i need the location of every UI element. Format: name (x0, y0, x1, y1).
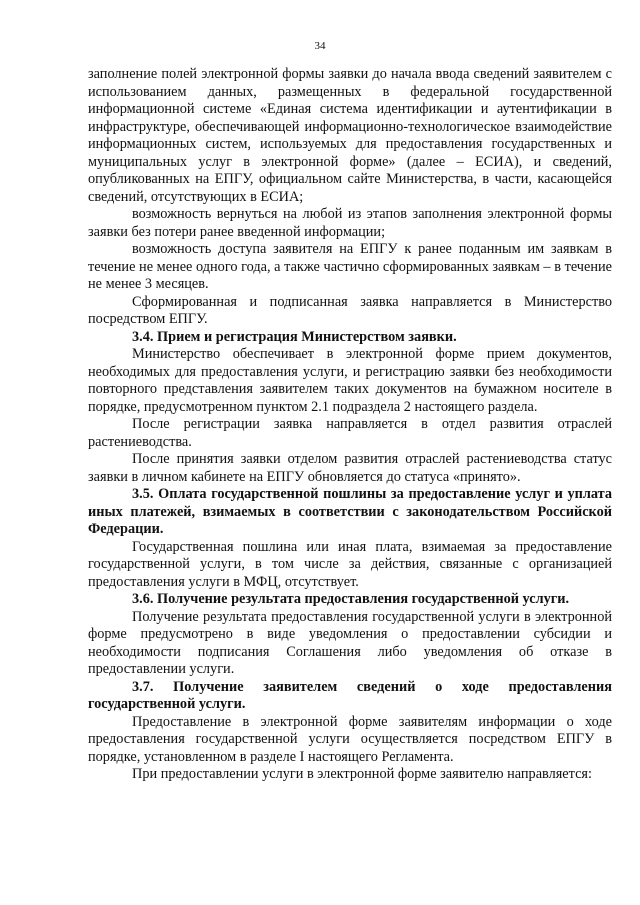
section-heading-3-4: 3.4. Прием и регистрация Министерством заявки. (132, 328, 457, 345)
paragraph-result-receipt: Получение результата предоставления государственной услуги в электронной форме предусмотрено в виде уведомления о предоставлении субсидии и необходимости подписания Соглашения либо уведомления об отказе в предоставлении услуги. (88, 608, 612, 677)
paragraph-status-update: После принятия заявки отделом развития отраслей растениеводства статус заявки в личном кабинете на ЕПГУ обновляется до статуса «принято». (88, 451, 612, 485)
paragraph-return-to-step: возможность вернуться на любой из этапов заполнения электронной формы заявки без потери ранее введенной информации; (88, 206, 612, 240)
paragraph-ministry-reception: Министерство обеспечивает в электронной форме прием документов, необходимых для предоставления услуги, и регистрацию заявки без необходимости повторного представления заявителем таких документов на бумажном носителе в порядке, предусмотренном пунктом 2.1 подраздела 2 настоящего раздела. (88, 346, 612, 415)
paragraph-after-registration: После регистрации заявка направляется в отдел развития отраслей растениеводства. (88, 416, 612, 450)
section-heading-3-7: 3.7. Получение заявителем сведений о ходе предоставления государственной услуги. (88, 678, 612, 712)
paragraph-application-sent: Сформированная и подписанная заявка направляется в Министерство посредством ЕПГУ. (88, 293, 612, 327)
paragraph-progress-info: Предоставление в электронной форме заявителям информации о ходе предоставления государственной услуги осуществляется посредством ЕПГУ в порядке, установленном в разделе I настоящего Регламента. (88, 713, 612, 765)
section-heading-3-5: 3.5. Оплата государственной пошлины за предоставление услуг и уплата иных платежей, взимаемых в соответствии с законодательством Российской Федерации. (88, 486, 612, 537)
paragraph-state-fee: Государственная пошлина или иная плата, взимаемая за предоставление государственной услуги, в том числе за действия, связанные с организацией предоставления услуги в МФЦ, отсутствует. (88, 538, 612, 590)
paragraph-esia-filling: заполнение полей электронной формы заявки до начала ввода сведений заявителем с использованием данных, размещенных в федеральной государственной информационной системе «Единая система идентификации и аутентификации в инфраструктуре, обеспечивающей информационно-технологическое взаимодействие информационных систем, используемых для предоставления государственных и муниципальных услуг в электронной форме» (далее – ЕСИА), и сведений, опубликованных на ЕПГУ, официальном сайте Министерства, в части, касающейся сведений, отсутствующих в ЕСИА; (88, 66, 612, 205)
paragraph-access-to-applications: возможность доступа заявителя на ЕПГУ к ранее поданным им заявкам в течение не менее одного года, а также частично сформированных заявкам – в течение не менее 3 месяцев. (88, 241, 612, 292)
section-heading-3-6: 3.6. Получение результата предоставления государственной услуги. (132, 591, 570, 607)
page-number: 34 (314, 40, 326, 52)
document-body (88, 66, 612, 784)
paragraph-electronic-notice: При предоставлении услуги в электронной форме заявителю направляется: (132, 766, 592, 782)
